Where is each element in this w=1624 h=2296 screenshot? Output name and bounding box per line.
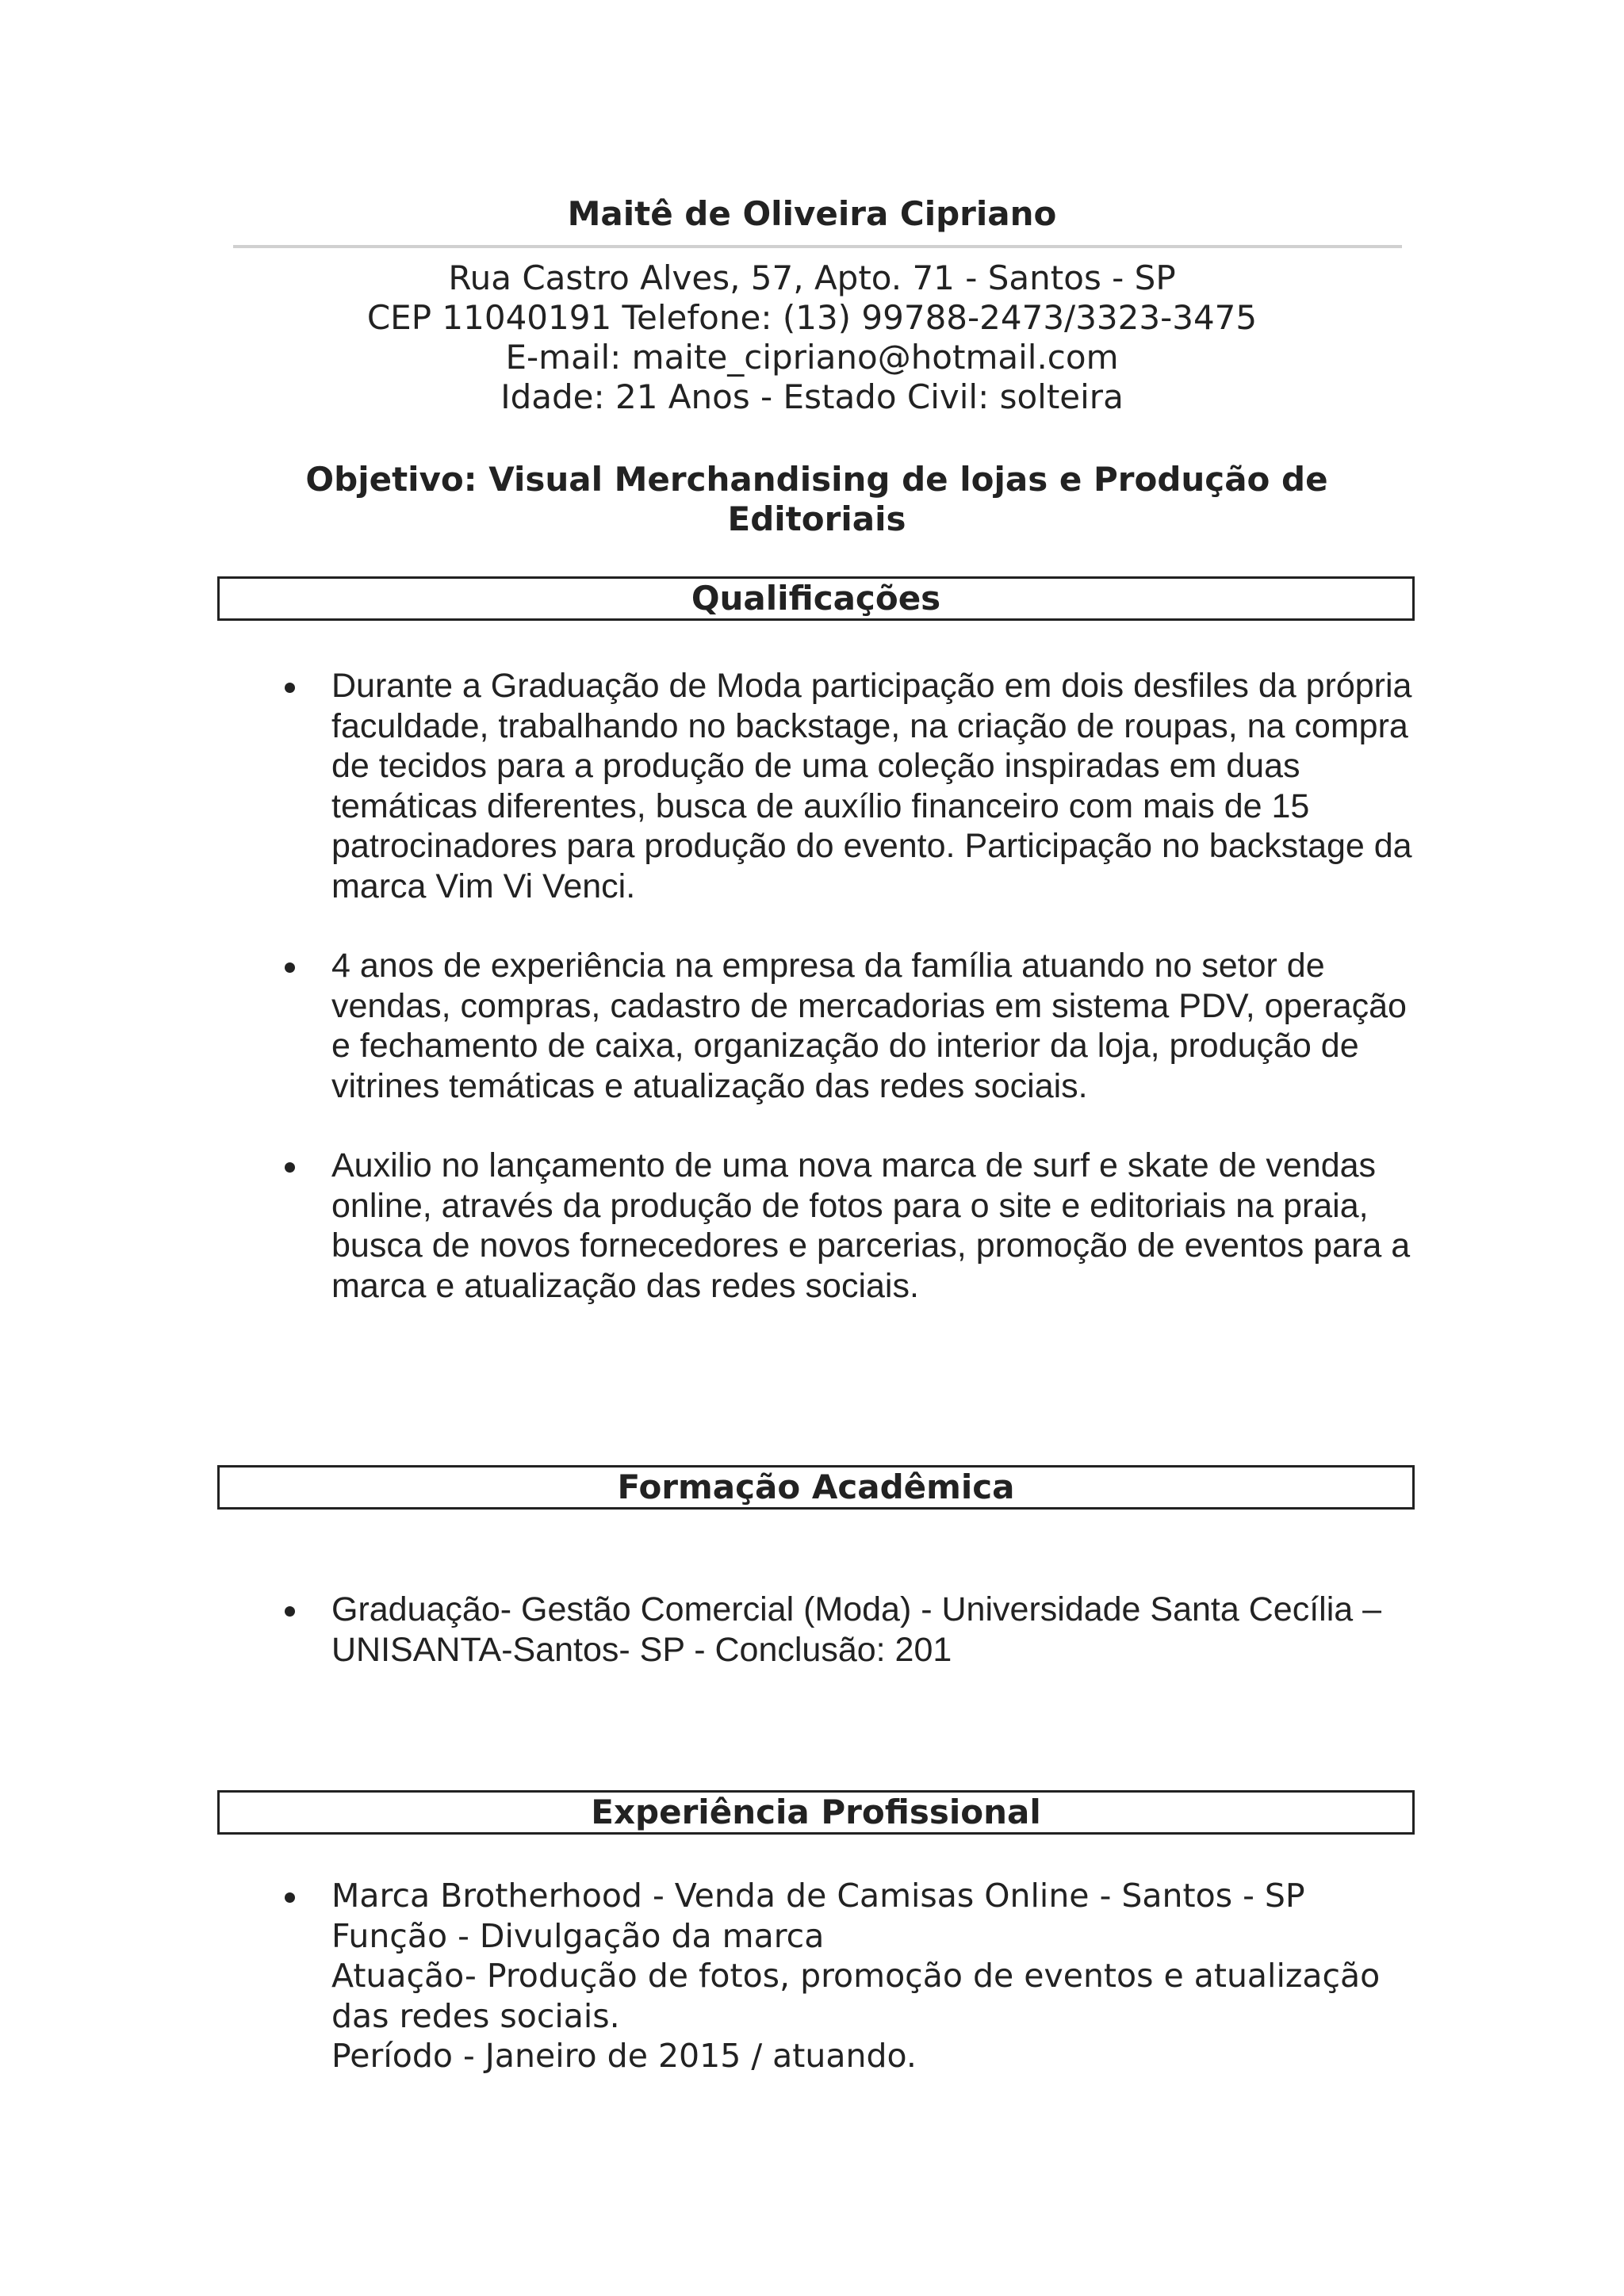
name-divider xyxy=(233,245,1402,248)
bullet-icon xyxy=(285,1892,295,1903)
list-item xyxy=(0,1590,1624,1670)
experience-role: Função - Divulgação da marca xyxy=(331,1916,825,1955)
list-item-text: Auxilio no lançamento de uma nova marca de surf e skate de vendas online, através da produção de fotos para o site e editoriais na praia, busca de novos fornecedores e parcerias, promoção de eventos para a marca e atualização das redes sociais. xyxy=(331,1146,1411,1305)
objective: Objetivo: Visual Merchandising de lojas e Produção de Editoriais xyxy=(305,460,1328,538)
section-title-education: Formação Acadêmica xyxy=(217,1465,1415,1510)
address-line: Rua Castro Alves, 57, Apto. 71 - Santos - SP xyxy=(448,258,1176,297)
experience-activities: Atuação- Produção de fotos, promoção de eventos e atualização das redes sociais. xyxy=(331,1957,1381,2035)
section-title-experience: Experiência Profissional xyxy=(217,1790,1415,1835)
age-status-line: Idade: 21 Anos - Estado Civil: solteira xyxy=(500,377,1124,416)
list-item xyxy=(0,1146,1624,1306)
bullet-icon xyxy=(285,962,295,973)
experience-period: Período - Janeiro de 2015 / atuando. xyxy=(331,2037,917,2075)
cep-phone-line: CEP 11040191 Telefone: (13) 99788-2473/3323-3475 xyxy=(366,298,1258,337)
list-item-text: Graduação- Gestão Comercial (Moda) - Universidade Santa Cecília – UNISANTA-Santos- SP - Conclusão: 201 xyxy=(331,1590,1382,1669)
list-item xyxy=(0,946,1624,1106)
contact-block xyxy=(0,258,1624,417)
education-list xyxy=(0,1590,1624,1670)
qualifications-list xyxy=(0,666,1624,1306)
list-item-text: 4 anos de experiência na empresa da família atuando no setor de vendas, compras, cadastro de mercadorias em sistema PDV, operação e fechamento de caixa, organização do interior da loja, produção de vitrines temáticas e atualização das redes sociais. xyxy=(331,947,1407,1105)
bullet-icon xyxy=(285,683,295,693)
list-item xyxy=(0,1876,1624,2076)
experience-list xyxy=(0,1876,1624,2076)
experience-company: Marca Brotherhood - Venda de Camisas Online - Santos - SP xyxy=(331,1877,1305,1915)
bullet-icon xyxy=(285,1606,295,1617)
candidate-name: Maitê de Oliveira Cipriano xyxy=(567,194,1057,233)
bullet-icon xyxy=(285,1162,295,1173)
section-title-qualifications: Qualificações xyxy=(217,576,1415,621)
list-item xyxy=(0,666,1624,906)
email-line: E-mail: maite_cipriano@hotmail.com xyxy=(505,338,1119,377)
list-item-text: Durante a Graduação de Moda participação em dois desfiles da própria faculdade, trabalhando no backstage, na criação de roupas, na compra de tecidos para a produção de uma coleção inspiradas em duas temáticas diferentes, busca de auxílio financeiro com mais de 15 patrocinadores para produção do evento. Participação no backstage da marca Vim Vi Venci. xyxy=(331,667,1412,905)
